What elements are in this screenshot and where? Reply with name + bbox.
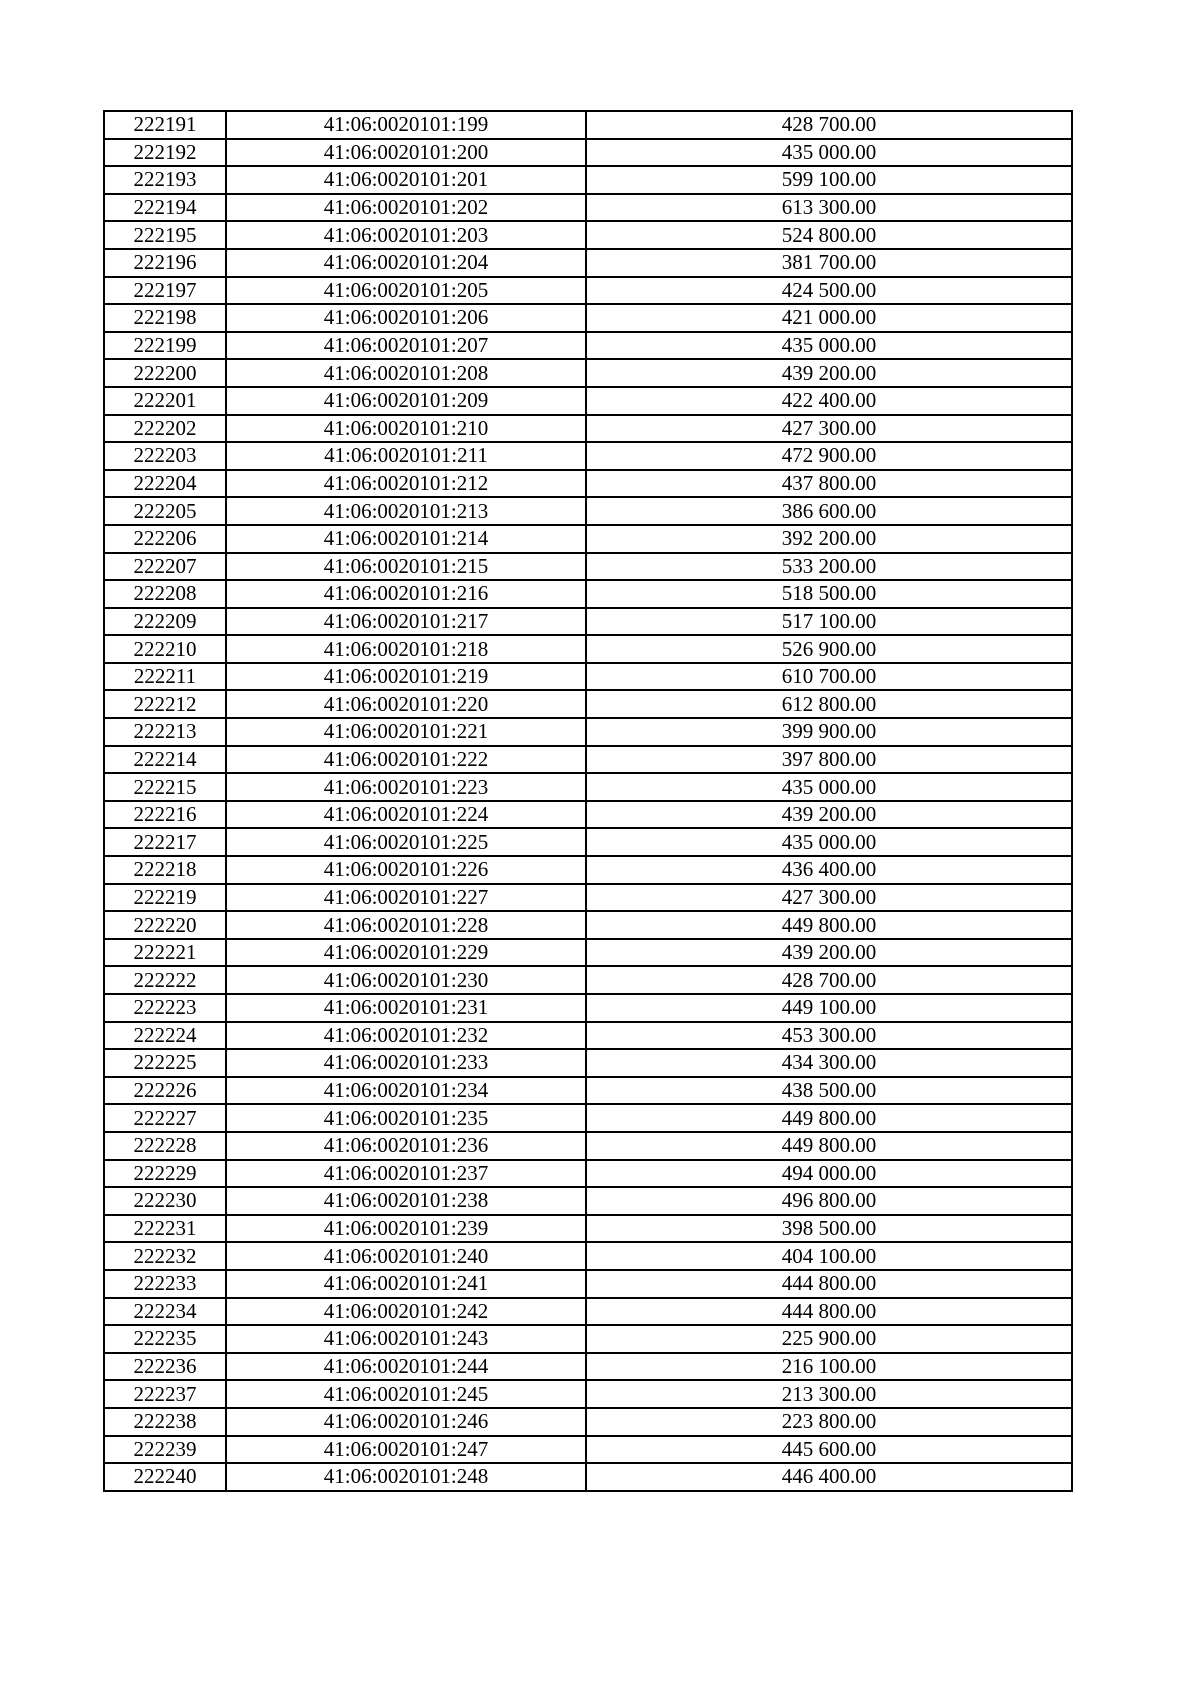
row-number-cell: 222191 — [104, 111, 226, 139]
cadastral-number-cell: 41:06:0020101:215 — [226, 553, 586, 581]
row-number-cell: 222225 — [104, 1049, 226, 1077]
cadastral-value-cell: 496 800.00 — [586, 1187, 1072, 1215]
table-row — [104, 773, 1072, 801]
table-row — [104, 1436, 1072, 1464]
row-number-cell: 222209 — [104, 608, 226, 636]
cadastral-value-cell: 434 300.00 — [586, 1049, 1072, 1077]
table-row — [104, 1215, 1072, 1243]
cadastral-value-cell: 446 400.00 — [586, 1463, 1072, 1491]
cadastral-value-cell: 435 000.00 — [586, 139, 1072, 167]
cadastral-value-cell: 612 800.00 — [586, 690, 1072, 718]
row-number-cell: 222218 — [104, 856, 226, 884]
cadastral-number-cell: 41:06:0020101:243 — [226, 1325, 586, 1353]
row-number-cell: 222226 — [104, 1077, 226, 1105]
cadastral-value-cell: 435 000.00 — [586, 828, 1072, 856]
table-row — [104, 221, 1072, 249]
row-number-cell: 222206 — [104, 525, 226, 553]
table-row — [104, 497, 1072, 525]
row-number-cell: 222235 — [104, 1325, 226, 1353]
row-number-cell: 222234 — [104, 1298, 226, 1326]
table-row — [104, 690, 1072, 718]
cadastral-number-cell: 41:06:0020101:240 — [226, 1242, 586, 1270]
cadastral-value-cell: 449 100.00 — [586, 994, 1072, 1022]
cadastral-number-cell: 41:06:0020101:237 — [226, 1160, 586, 1188]
table-row — [104, 1242, 1072, 1270]
cadastral-value-cell: 439 200.00 — [586, 939, 1072, 967]
cadastral-value-cell: 613 300.00 — [586, 194, 1072, 222]
cadastral-number-cell: 41:06:0020101:213 — [226, 497, 586, 525]
cadastral-number-cell: 41:06:0020101:222 — [226, 746, 586, 774]
table-row — [104, 1380, 1072, 1408]
table-row — [104, 663, 1072, 691]
row-number-cell: 222197 — [104, 277, 226, 305]
cadastral-number-cell: 41:06:0020101:234 — [226, 1077, 586, 1105]
cadastral-value-cell: 449 800.00 — [586, 1104, 1072, 1132]
cadastral-number-cell: 41:06:0020101:217 — [226, 608, 586, 636]
cadastral-value-cell: 599 100.00 — [586, 166, 1072, 194]
cadastral-value-cell: 526 900.00 — [586, 635, 1072, 663]
cadastral-value-cell: 427 300.00 — [586, 415, 1072, 443]
table-row — [104, 139, 1072, 167]
table-row — [104, 856, 1072, 884]
cadastral-number-cell: 41:06:0020101:209 — [226, 387, 586, 415]
table-row — [104, 939, 1072, 967]
cadastral-value-cell: 445 600.00 — [586, 1436, 1072, 1464]
table-row — [104, 194, 1072, 222]
row-number-cell: 222214 — [104, 746, 226, 774]
table-row — [104, 1104, 1072, 1132]
row-number-cell: 222229 — [104, 1160, 226, 1188]
cadastral-value-cell: 424 500.00 — [586, 277, 1072, 305]
cadastral-value-cell: 216 100.00 — [586, 1353, 1072, 1381]
cadastral-number-cell: 41:06:0020101:245 — [226, 1380, 586, 1408]
row-number-cell: 222213 — [104, 718, 226, 746]
cadastral-value-cell: 225 900.00 — [586, 1325, 1072, 1353]
table-row — [104, 884, 1072, 912]
row-number-cell: 222233 — [104, 1270, 226, 1298]
cadastral-number-cell: 41:06:0020101:216 — [226, 580, 586, 608]
cadastral-value-cell: 381 700.00 — [586, 249, 1072, 277]
row-number-cell: 222217 — [104, 828, 226, 856]
cadastral-value-cell: 453 300.00 — [586, 1022, 1072, 1050]
cadastral-value-cell: 449 800.00 — [586, 911, 1072, 939]
row-number-cell: 222196 — [104, 249, 226, 277]
cadastral-number-cell: 41:06:0020101:248 — [226, 1463, 586, 1491]
row-number-cell: 222201 — [104, 387, 226, 415]
table-row — [104, 249, 1072, 277]
cadastral-number-cell: 41:06:0020101:235 — [226, 1104, 586, 1132]
row-number-cell: 222204 — [104, 470, 226, 498]
row-number-cell: 222215 — [104, 773, 226, 801]
cadastral-number-cell: 41:06:0020101:242 — [226, 1298, 586, 1326]
cadastral-number-cell: 41:06:0020101:227 — [226, 884, 586, 912]
cadastral-number-cell: 41:06:0020101:202 — [226, 194, 586, 222]
row-number-cell: 222194 — [104, 194, 226, 222]
row-number-cell: 222211 — [104, 663, 226, 691]
table-row — [104, 994, 1072, 1022]
cadastral-number-cell: 41:06:0020101:220 — [226, 690, 586, 718]
table-body — [104, 111, 1072, 1491]
cadastral-value-cell: 398 500.00 — [586, 1215, 1072, 1243]
cadastral-number-cell: 41:06:0020101:208 — [226, 359, 586, 387]
row-number-cell: 222199 — [104, 332, 226, 360]
row-number-cell: 222227 — [104, 1104, 226, 1132]
table-row — [104, 442, 1072, 470]
table-row — [104, 111, 1072, 139]
cadastral-number-cell: 41:06:0020101:229 — [226, 939, 586, 967]
row-number-cell: 222240 — [104, 1463, 226, 1491]
cadastral-number-cell: 41:06:0020101:247 — [226, 1436, 586, 1464]
row-number-cell: 222207 — [104, 553, 226, 581]
cadastral-value-cell: 533 200.00 — [586, 553, 1072, 581]
cadastral-number-cell: 41:06:0020101:231 — [226, 994, 586, 1022]
cadastral-value-cell: 449 800.00 — [586, 1132, 1072, 1160]
table-row — [104, 1463, 1072, 1491]
table-row — [104, 966, 1072, 994]
row-number-cell: 222193 — [104, 166, 226, 194]
table-row — [104, 332, 1072, 360]
cadastral-value-cell: 517 100.00 — [586, 608, 1072, 636]
table-row — [104, 746, 1072, 774]
table-row — [104, 470, 1072, 498]
table-row — [104, 1353, 1072, 1381]
cadastral-number-cell: 41:06:0020101:241 — [226, 1270, 586, 1298]
table-row — [104, 387, 1072, 415]
table-row — [104, 1132, 1072, 1160]
table-row — [104, 553, 1072, 581]
cadastral-value-cell: 472 900.00 — [586, 442, 1072, 470]
cadastral-number-cell: 41:06:0020101:246 — [226, 1408, 586, 1436]
table-row — [104, 304, 1072, 332]
cadastral-value-table — [103, 110, 1073, 1492]
cadastral-value-cell: 404 100.00 — [586, 1242, 1072, 1270]
table-row — [104, 1187, 1072, 1215]
row-number-cell: 222210 — [104, 635, 226, 663]
cadastral-value-cell: 610 700.00 — [586, 663, 1072, 691]
cadastral-value-cell: 437 800.00 — [586, 470, 1072, 498]
table-row — [104, 801, 1072, 829]
cadastral-number-cell: 41:06:0020101:233 — [226, 1049, 586, 1077]
row-number-cell: 222202 — [104, 415, 226, 443]
table-row — [104, 1298, 1072, 1326]
row-number-cell: 222237 — [104, 1380, 226, 1408]
row-number-cell: 222223 — [104, 994, 226, 1022]
cadastral-number-cell: 41:06:0020101:226 — [226, 856, 586, 884]
cadastral-number-cell: 41:06:0020101:211 — [226, 442, 586, 470]
cadastral-number-cell: 41:06:0020101:203 — [226, 221, 586, 249]
cadastral-number-cell: 41:06:0020101:200 — [226, 139, 586, 167]
cadastral-value-cell: 435 000.00 — [586, 332, 1072, 360]
cadastral-number-cell: 41:06:0020101:244 — [226, 1353, 586, 1381]
cadastral-number-cell: 41:06:0020101:232 — [226, 1022, 586, 1050]
row-number-cell: 222195 — [104, 221, 226, 249]
row-number-cell: 222222 — [104, 966, 226, 994]
row-number-cell: 222216 — [104, 801, 226, 829]
table-row — [104, 1022, 1072, 1050]
table-row — [104, 359, 1072, 387]
cadastral-value-cell: 428 700.00 — [586, 111, 1072, 139]
cadastral-value-cell: 213 300.00 — [586, 1380, 1072, 1408]
cadastral-number-cell: 41:06:0020101:224 — [226, 801, 586, 829]
cadastral-number-cell: 41:06:0020101:204 — [226, 249, 586, 277]
cadastral-number-cell: 41:06:0020101:239 — [226, 1215, 586, 1243]
table-row — [104, 828, 1072, 856]
cadastral-value-cell: 386 600.00 — [586, 497, 1072, 525]
table-row — [104, 580, 1072, 608]
row-number-cell: 222232 — [104, 1242, 226, 1270]
cadastral-value-cell: 494 000.00 — [586, 1160, 1072, 1188]
table-row — [104, 525, 1072, 553]
row-number-cell: 222231 — [104, 1215, 226, 1243]
cadastral-value-cell: 444 800.00 — [586, 1298, 1072, 1326]
table-row — [104, 911, 1072, 939]
table-row — [104, 635, 1072, 663]
cadastral-number-cell: 41:06:0020101:228 — [226, 911, 586, 939]
row-number-cell: 222239 — [104, 1436, 226, 1464]
cadastral-number-cell: 41:06:0020101:214 — [226, 525, 586, 553]
cadastral-number-cell: 41:06:0020101:199 — [226, 111, 586, 139]
cadastral-value-cell: 422 400.00 — [586, 387, 1072, 415]
table-row — [104, 166, 1072, 194]
cadastral-value-cell: 421 000.00 — [586, 304, 1072, 332]
table-row — [104, 718, 1072, 746]
cadastral-value-cell: 518 500.00 — [586, 580, 1072, 608]
cadastral-value-cell: 439 200.00 — [586, 801, 1072, 829]
cadastral-number-cell: 41:06:0020101:223 — [226, 773, 586, 801]
cadastral-value-cell: 444 800.00 — [586, 1270, 1072, 1298]
table-row — [104, 1160, 1072, 1188]
table-row — [104, 277, 1072, 305]
cadastral-value-cell: 223 800.00 — [586, 1408, 1072, 1436]
cadastral-number-cell: 41:06:0020101:225 — [226, 828, 586, 856]
row-number-cell: 222236 — [104, 1353, 226, 1381]
cadastral-value-cell: 397 800.00 — [586, 746, 1072, 774]
cadastral-number-cell: 41:06:0020101:205 — [226, 277, 586, 305]
table-row — [104, 415, 1072, 443]
cadastral-value-cell: 427 300.00 — [586, 884, 1072, 912]
row-number-cell: 222208 — [104, 580, 226, 608]
cadastral-value-cell: 435 000.00 — [586, 773, 1072, 801]
cadastral-number-cell: 41:06:0020101:212 — [226, 470, 586, 498]
row-number-cell: 222230 — [104, 1187, 226, 1215]
cadastral-value-cell: 399 900.00 — [586, 718, 1072, 746]
cadastral-value-cell: 428 700.00 — [586, 966, 1072, 994]
table-row — [104, 608, 1072, 636]
cadastral-value-cell: 392 200.00 — [586, 525, 1072, 553]
cadastral-value-cell: 524 800.00 — [586, 221, 1072, 249]
row-number-cell: 222220 — [104, 911, 226, 939]
cadastral-number-cell: 41:06:0020101:230 — [226, 966, 586, 994]
row-number-cell: 222221 — [104, 939, 226, 967]
row-number-cell: 222219 — [104, 884, 226, 912]
cadastral-number-cell: 41:06:0020101:219 — [226, 663, 586, 691]
cadastral-value-cell: 439 200.00 — [586, 359, 1072, 387]
table-row — [104, 1270, 1072, 1298]
table-row — [104, 1077, 1072, 1105]
row-number-cell: 222205 — [104, 497, 226, 525]
table-row — [104, 1408, 1072, 1436]
table-row — [104, 1049, 1072, 1077]
row-number-cell: 222198 — [104, 304, 226, 332]
row-number-cell: 222224 — [104, 1022, 226, 1050]
table-row — [104, 1325, 1072, 1353]
cadastral-number-cell: 41:06:0020101:236 — [226, 1132, 586, 1160]
cadastral-number-cell: 41:06:0020101:206 — [226, 304, 586, 332]
cadastral-number-cell: 41:06:0020101:238 — [226, 1187, 586, 1215]
cadastral-value-cell: 438 500.00 — [586, 1077, 1072, 1105]
row-number-cell: 222192 — [104, 139, 226, 167]
cadastral-number-cell: 41:06:0020101:207 — [226, 332, 586, 360]
cadastral-number-cell: 41:06:0020101:210 — [226, 415, 586, 443]
row-number-cell: 222228 — [104, 1132, 226, 1160]
cadastral-number-cell: 41:06:0020101:218 — [226, 635, 586, 663]
row-number-cell: 222203 — [104, 442, 226, 470]
row-number-cell: 222212 — [104, 690, 226, 718]
cadastral-number-cell: 41:06:0020101:221 — [226, 718, 586, 746]
row-number-cell: 222200 — [104, 359, 226, 387]
cadastral-number-cell: 41:06:0020101:201 — [226, 166, 586, 194]
cadastral-value-cell: 436 400.00 — [586, 856, 1072, 884]
row-number-cell: 222238 — [104, 1408, 226, 1436]
